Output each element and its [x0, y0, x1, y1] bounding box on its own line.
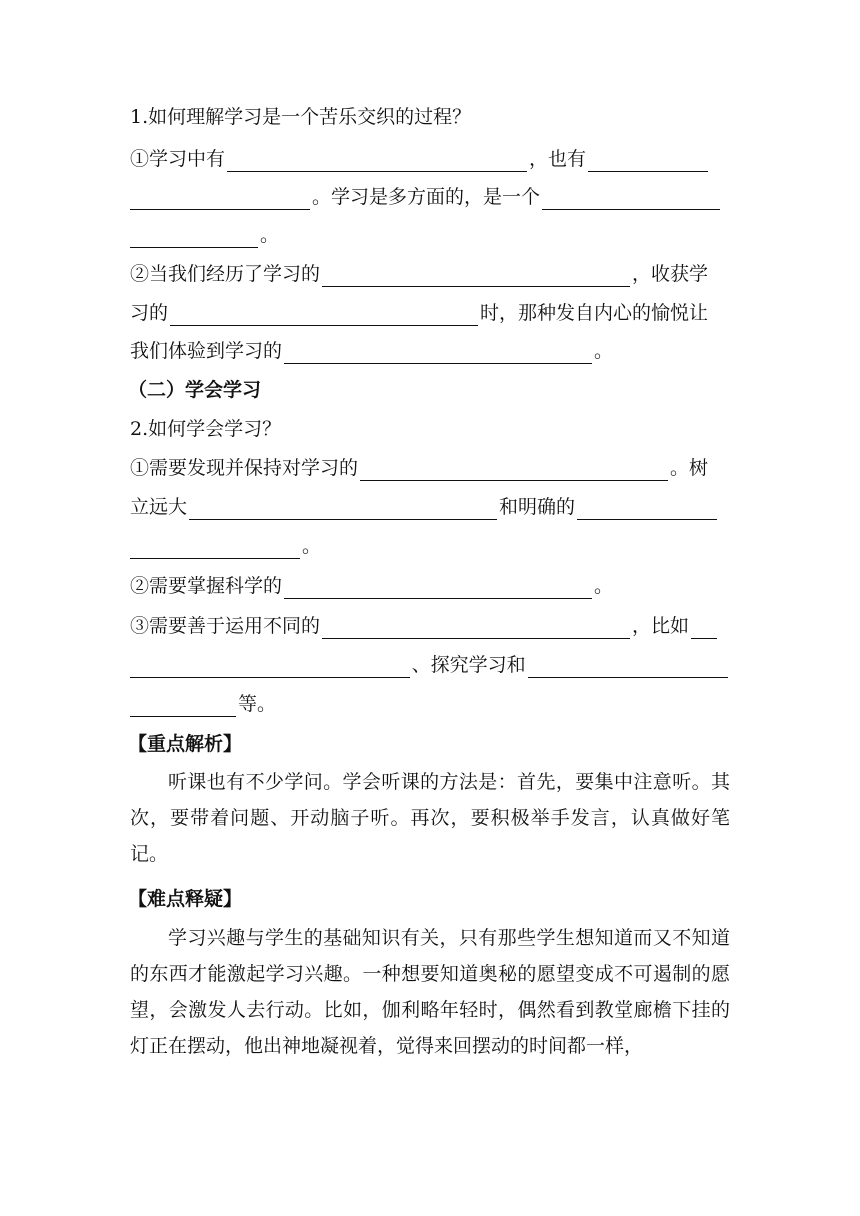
fill-blank[interactable] [360, 460, 668, 481]
difficulty-paragraph: 学习兴趣与学生的基础知识有关，只有那些学生想知道而又不知道的东西才能激起学习兴趣。一种想要知道奥秘的愿望变成不可遏制的愿望，会激发人去行动。比如，伽利略年轻时，偶然看到教堂廊檐下挂的灯正在摆动，他出神地凝视着，觉得来回摆动的时间都一样， [130, 927, 730, 1057]
key-analysis-heading [128, 731, 728, 757]
fill-blank[interactable] [322, 266, 630, 287]
fill-blank[interactable] [691, 618, 717, 639]
q1-a1-start-text: ①学习中有 [130, 148, 226, 170]
fill-blank[interactable] [284, 578, 592, 599]
q1-a1-mid-text: ，也有 [529, 148, 587, 170]
question-1-text: 1.如何理解学习是一个苦乐交织的过程？ [130, 106, 472, 128]
fill-blank[interactable] [130, 538, 300, 559]
q2-a1-line2-start-text: 立远大 [130, 496, 188, 518]
fill-blank[interactable] [227, 151, 527, 172]
q1-answer-1-line-3 [130, 222, 730, 248]
q2-answer-3-line-3 [130, 691, 730, 717]
q2-answer-1-line-1 [130, 455, 730, 481]
fill-blank[interactable] [130, 657, 410, 678]
fill-blank[interactable] [322, 618, 630, 639]
q2-a1-end-text: 。 [302, 535, 322, 557]
key-analysis-heading-text: 【重点解析】 [128, 733, 243, 755]
q1-answer-2-line-3 [130, 338, 730, 364]
q1-a1-end-text: 。 [260, 224, 280, 246]
fill-blank[interactable] [189, 499, 497, 520]
fill-blank[interactable] [284, 343, 592, 364]
fill-blank[interactable] [528, 657, 728, 678]
q2-a3-start-text: ③需要善于运用不同的 [130, 615, 321, 637]
q2-answer-3-line-1 [130, 613, 730, 639]
q2-a1-mid-text: 。树 [670, 457, 709, 479]
q1-a1-cont-text: 。学习是多方面的，是一个 [312, 186, 541, 208]
q1-answer-2-line-2 [130, 300, 730, 326]
q2-answer-2 [130, 573, 730, 599]
q1-a2-line3-start-text: 我们体验到学习的 [130, 340, 283, 362]
q2-a1-start-text: ①需要发现并保持对学习的 [130, 457, 359, 479]
q2-answer-3-line-2 [130, 652, 730, 678]
q1-answer-1-line-1 [130, 146, 730, 172]
q2-answer-1-line-3 [130, 533, 730, 559]
fill-blank[interactable] [577, 499, 717, 520]
fill-blank[interactable] [170, 305, 478, 326]
q1-a2-mid-text: ，收获学 [632, 263, 709, 285]
q2-a3-line2-mid-text: 、探究学习和 [411, 654, 526, 676]
question-2-text: 2.如何学会学习？ [130, 418, 282, 440]
q2-a3-end-text: 等。 [238, 693, 277, 715]
fill-blank[interactable] [542, 189, 720, 210]
q2-answer-1-line-2 [130, 494, 730, 520]
q2-a1-line2-mid-text: 和明确的 [499, 496, 576, 518]
q2-a3-mid-text: ，比如 [632, 615, 690, 637]
question-1 [130, 104, 730, 130]
q1-a2-line2-end-text: 时，那种发自内心的愉悦让 [480, 302, 709, 324]
fill-blank[interactable] [130, 696, 236, 717]
key-analysis-paragraph: 听课也有不少学问。学会听课的方法是：首先，要集中注意听。其次，要带着问题、开动脑子听。再次，要积极举手发言，认真做好笔记。 [130, 771, 730, 865]
difficulty-heading-text: 【难点释疑】 [128, 888, 243, 910]
q1-a2-line2-start-text: 习的 [130, 302, 169, 324]
difficulty-heading [128, 886, 728, 912]
question-2 [130, 416, 730, 442]
section-2-heading-text: （二）学会学习 [128, 379, 262, 401]
q1-answer-1-line-2 [130, 184, 730, 210]
section-heading-learn-to-learn [128, 377, 728, 403]
q1-a2-end-text: 。 [594, 340, 614, 362]
q1-answer-2-line-1 [130, 261, 730, 287]
fill-blank[interactable] [588, 151, 708, 172]
fill-blank[interactable] [130, 189, 310, 210]
q2-a2-start-text: ②需要掌握科学的 [130, 575, 283, 597]
fill-blank[interactable] [130, 227, 258, 248]
q2-a2-end-text: 。 [594, 575, 614, 597]
q1-a2-start-text: ②当我们经历了学习的 [130, 263, 321, 285]
